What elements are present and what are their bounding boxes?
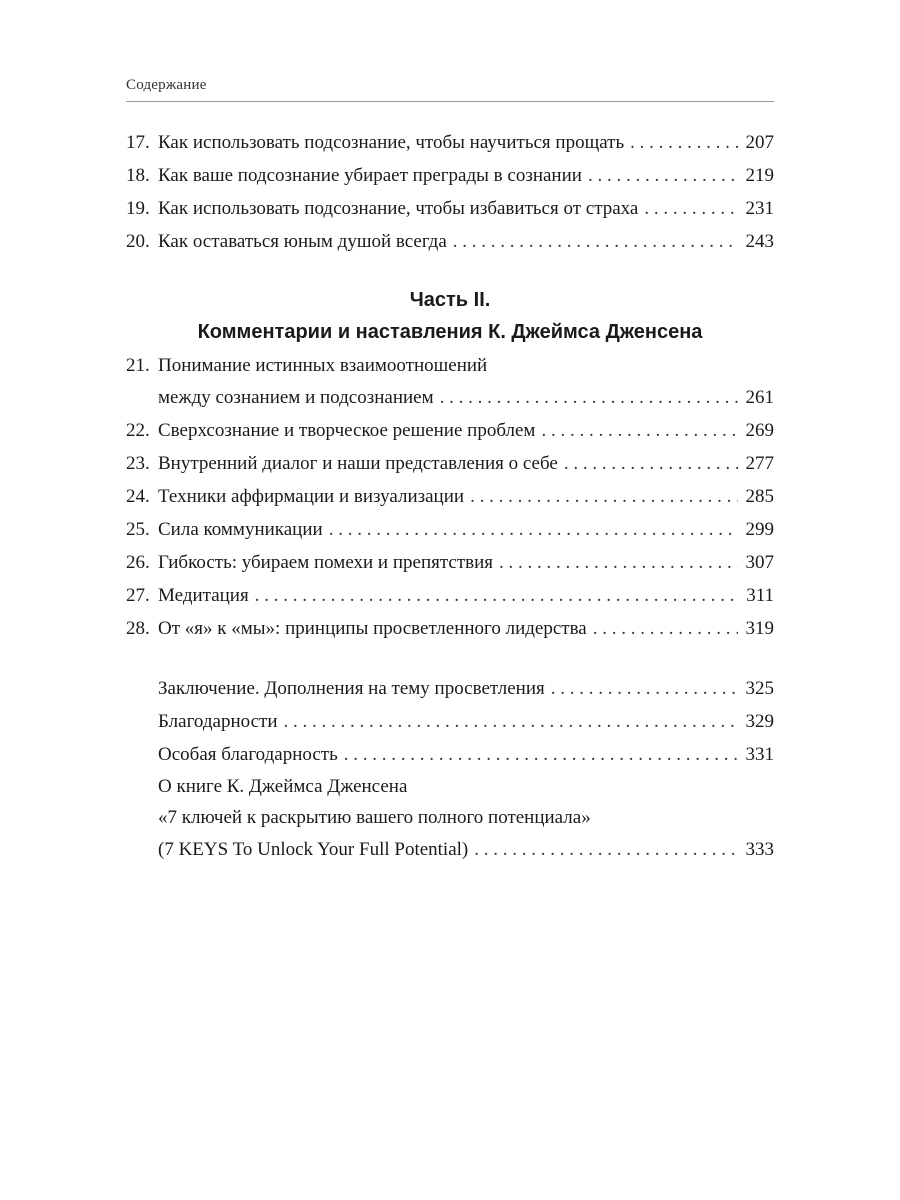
toc-entry-19[interactable] bbox=[126, 192, 774, 225]
entry-title: Благодарности bbox=[158, 711, 278, 732]
dot-leader bbox=[344, 738, 738, 771]
entry-page: 333 bbox=[745, 839, 774, 860]
toc-entry-21[interactable] bbox=[126, 381, 774, 414]
entry-title: Как использовать подсознание, чтобы избавиться от страха bbox=[158, 198, 639, 219]
entry-title: О книге К. Джеймса Дженсена bbox=[158, 776, 408, 797]
toc-entry-25[interactable] bbox=[126, 513, 774, 546]
dot-leader bbox=[440, 381, 738, 414]
dot-leader bbox=[593, 612, 738, 645]
toc-entry-24[interactable] bbox=[126, 480, 774, 513]
entry-number: 27. bbox=[126, 585, 150, 606]
toc-entry-21-line1[interactable] bbox=[126, 350, 774, 381]
entry-number: 28. bbox=[126, 618, 150, 639]
entry-page: 285 bbox=[745, 486, 774, 507]
entry-page: 329 bbox=[745, 711, 774, 732]
entry-page: 311 bbox=[746, 585, 774, 606]
entry-number: 25. bbox=[126, 519, 150, 540]
part-title: Комментарии и наставления К. Джеймса Дженсена bbox=[197, 321, 703, 343]
toc-entry-22[interactable] bbox=[126, 414, 774, 447]
dot-leader bbox=[470, 480, 737, 513]
entry-number: 19. bbox=[126, 198, 150, 219]
toc-back-matter bbox=[126, 672, 774, 866]
entry-page: 325 bbox=[745, 678, 774, 699]
entry-number: 24. bbox=[126, 486, 150, 507]
toc-part2 bbox=[126, 350, 774, 645]
dot-leader bbox=[329, 513, 738, 546]
toc-entry-book-line1[interactable] bbox=[126, 771, 774, 802]
toc-entry-27[interactable] bbox=[126, 579, 774, 612]
entry-page: 261 bbox=[745, 387, 774, 408]
dot-leader bbox=[644, 192, 737, 225]
entry-page: 299 bbox=[745, 519, 774, 540]
entry-number: 18. bbox=[126, 165, 150, 186]
entry-title: Как ваше подсознание убирает преграды в сознании bbox=[158, 165, 582, 186]
entry-title: Понимание истинных взаимоотношений bbox=[158, 355, 488, 376]
entry-number: 20. bbox=[126, 231, 150, 252]
entry-page: 331 bbox=[745, 744, 774, 765]
part-number: Часть II. bbox=[409, 289, 491, 311]
toc-entry-conclusion[interactable] bbox=[126, 672, 774, 705]
dot-leader bbox=[551, 672, 738, 705]
entry-title: Заключение. Дополнения на тему просветления bbox=[158, 678, 545, 699]
toc-entry-book[interactable] bbox=[126, 833, 774, 866]
dot-leader bbox=[255, 579, 738, 612]
entry-title: между сознанием и подсознанием bbox=[158, 387, 434, 408]
entry-page: 231 bbox=[745, 198, 774, 219]
entry-page: 277 bbox=[745, 453, 774, 474]
dot-leader bbox=[564, 447, 738, 480]
toc-entry-17[interactable] bbox=[126, 126, 774, 159]
toc-entry-23[interactable] bbox=[126, 447, 774, 480]
entry-title: Техники аффирмации и визуализации bbox=[158, 486, 465, 507]
entry-page: 319 bbox=[745, 618, 774, 639]
entry-number: 26. bbox=[126, 552, 150, 573]
dot-leader bbox=[499, 546, 738, 579]
entry-page: 307 bbox=[745, 552, 774, 573]
toc-entry-18[interactable] bbox=[126, 159, 774, 192]
dot-leader bbox=[588, 159, 738, 192]
entry-title: Медитация bbox=[158, 585, 249, 606]
toc-entry-special-thanks[interactable] bbox=[126, 738, 774, 771]
entry-title: Сверхсознание и творческое решение проблем bbox=[158, 420, 536, 441]
toc-entry-book-line2[interactable] bbox=[126, 802, 774, 833]
entry-page: 207 bbox=[745, 132, 774, 153]
toc-entry-26[interactable] bbox=[126, 546, 774, 579]
entry-title: Внутренний диалог и наши представления о себе bbox=[158, 453, 558, 474]
entry-number: 17. bbox=[126, 132, 150, 153]
entry-number: 22. bbox=[126, 420, 150, 441]
part-heading bbox=[126, 284, 774, 348]
entry-title: Как использовать подсознание, чтобы научиться прощать bbox=[158, 132, 625, 153]
entry-original-title: (7 KEYS To Unlock Your Full Potential) bbox=[158, 839, 469, 860]
running-head bbox=[126, 76, 774, 102]
entry-number: 23. bbox=[126, 453, 150, 474]
entry-title: Гибкость: убираем помехи и препятствия bbox=[158, 552, 493, 573]
toc-entry-acknowledgements[interactable] bbox=[126, 705, 774, 738]
dot-leader bbox=[474, 833, 737, 866]
dot-leader bbox=[453, 225, 738, 258]
entry-number: 21. bbox=[126, 355, 150, 376]
toc-entry-20[interactable] bbox=[126, 225, 774, 258]
entry-title: Особая благодарность bbox=[158, 744, 338, 765]
toc-entry-28[interactable] bbox=[126, 612, 774, 645]
entry-title: Сила коммуникации bbox=[158, 519, 323, 540]
entry-page: 219 bbox=[745, 165, 774, 186]
entry-page: 269 bbox=[745, 420, 774, 441]
entry-page: 243 bbox=[745, 231, 774, 252]
running-title: Содержание bbox=[126, 77, 207, 93]
entry-subtitle: «7 ключей к раскрытию вашего полного потенциала» bbox=[158, 807, 591, 828]
dot-leader bbox=[541, 414, 737, 447]
dot-leader bbox=[630, 126, 737, 159]
entry-title: Как оставаться юным душой всегда bbox=[158, 231, 447, 252]
toc-part1-tail bbox=[126, 126, 774, 258]
dot-leader bbox=[284, 705, 738, 738]
entry-title: От «я» к «мы»: принципы просветленного лидерства bbox=[158, 618, 587, 639]
